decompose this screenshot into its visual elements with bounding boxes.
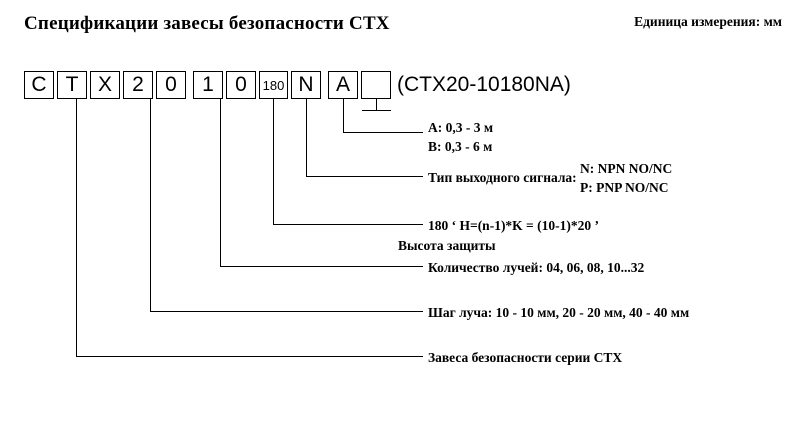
- leader-line-empty-horizontal: [362, 110, 391, 111]
- leader-line-range-vertical: [343, 99, 344, 132]
- leader-line-range-horizontal: [343, 132, 423, 133]
- code-box-6: 1: [193, 71, 223, 99]
- code-box-3: X: [90, 71, 120, 99]
- leader-line-empty-vertical: [376, 99, 377, 110]
- annotation-output-label: Тип выходного сигнала:: [428, 170, 577, 185]
- leader-line-series-horizontal: [76, 356, 423, 357]
- leader-line-output-vertical: [306, 99, 307, 176]
- code-box-1: C: [24, 71, 54, 99]
- code-box-5: 0: [156, 71, 186, 99]
- leader-line-height-vertical: [273, 99, 274, 224]
- leader-line-pitch-vertical: [150, 99, 151, 311]
- annotation-beams: Количество лучей: 04, 06, 08, 10...32: [428, 260, 645, 275]
- unit-note: Единица измерения: мм: [634, 14, 782, 29]
- leader-line-series-vertical: [76, 99, 77, 356]
- annotation-series: Завеса безопасности серии CTX: [428, 350, 623, 365]
- code-box-4: 2: [123, 71, 153, 99]
- full-code-label: (CTX20-10180NA): [397, 73, 571, 96]
- annotation-output-line1: N: NPN NO/NC: [580, 161, 673, 176]
- annotation-height-formula: 180 ‘ H=(n-1)*K = (10-1)*20 ’: [428, 218, 599, 233]
- code-box-11: [361, 71, 391, 99]
- code-box-9: N: [291, 71, 321, 99]
- annotation-range-line1: A: 0,3 - 3 м: [428, 120, 494, 135]
- leader-line-height-horizontal: [273, 224, 423, 225]
- code-box-8: 180: [259, 71, 288, 99]
- code-box-7: 0: [226, 71, 256, 99]
- code-box-2: T: [57, 71, 87, 99]
- leader-line-output-horizontal: [306, 176, 423, 177]
- annotation-pitch: Шаг луча: 10 - 10 мм, 20 - 20 мм, 40 - 40 мм: [428, 305, 690, 320]
- annotation-height-label: Высота защиты: [398, 238, 496, 253]
- leader-line-pitch-horizontal: [150, 311, 423, 312]
- page-title: Спецификации завесы безопасности CTX: [24, 13, 390, 34]
- leader-line-beams-horizontal: [220, 266, 423, 267]
- annotation-output-line2: P: PNP NO/NC: [580, 180, 669, 195]
- annotation-range-line2: B: 0,3 - 6 м: [428, 139, 493, 154]
- leader-line-beams-vertical: [220, 99, 221, 266]
- code-box-10: A: [328, 71, 358, 99]
